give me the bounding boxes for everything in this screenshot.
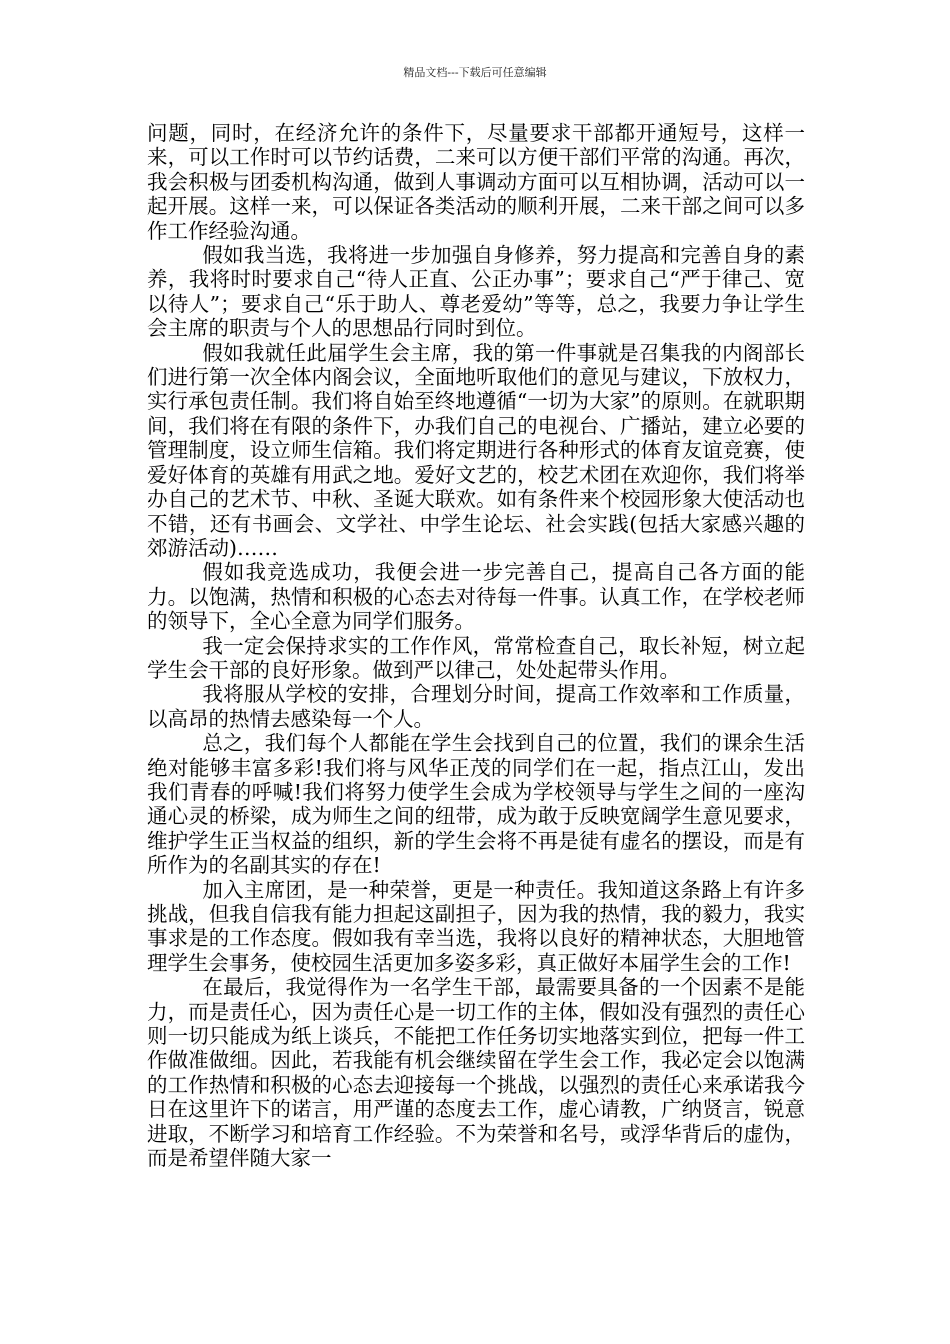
page-header: 精品文档---下载后可任意编辑	[403, 66, 547, 79]
paragraph: 在最后，我觉得作为一名学生干部，最需要具备的一个因素不是能力，而是责任心，因为责任心是一切工作的主体，假如没有强烈的责任心则一切只能成为纸上谈兵，不能把工作任务切实地落实到位，把每一件工作做准做细。因此，若我能有机会继续留在学生会工作，我必定会以饱满的工作热情和积极的心态去迎接每一个挑战，以强烈的责任心来承诺我今日在这里许下的诺言，用严谨的态度去工作，虚心请教，广纳贤言，锐意进取，不断学习和培育工作经验。不为荣誉和名号，或浮华背后的虚伪，而是希望伴随大家一	[147, 975, 805, 1171]
paragraph: 加入主席团，是一种荣誉，更是一种责任。我知道这条路上有许多挑战，但我自信我有能力担起这副担子，因为我的热情，我的毅力，我实事求是的工作态度。假如我有幸当选，我将以良好的精神状态，大胆地管理学生会事务，使校园生活更加多姿多彩，真正做好本届学生会的工作!	[147, 877, 805, 975]
paragraph: 假如我就任此届学生会主席，我的第一件事就是召集我的内阁部长们进行第一次全体内阁会议，全面地听取他们的意见与建议，下放权力，实行承包责任制。我们将自始至终地遵循“一切为大家”的原则。在就职期间，我们将在有限的条件下，办我们自己的电视台、广播站，建立必要的管理制度，设立师生信箱。我们将定期进行各种形式的体育友谊竞赛，使爱好体育的英雄有用武之地。爱好文艺的，校艺术团在欢迎你，我们将举办自己的艺术节、中秋、圣诞大联欢。如有条件来个校园形象大使活动也不错，还有书画会、文学社、中学生论坛、社会实践(包括大家感兴趣的郊游活动)……	[147, 340, 805, 560]
paragraph: 我一定会保持求实的工作作风，常常检查自己，取长补短，树立起学生会干部的良好形象。做到严以律己，处处起带头作用。	[147, 633, 805, 682]
paragraph: 我将服从学校的安排，合理划分时间，提高工作效率和工作质量，以高昂的热情去感染每一个人。	[147, 682, 805, 731]
document-body	[147, 121, 805, 1170]
paragraph: 假如我竞选成功，我便会进一步完善自己，提高自己各方面的能力。以饱满，热情和积极的心态去对待每一件事。认真工作，在学校老师的领导下，全心全意为同学们服务。	[147, 560, 805, 634]
paragraph: 问题，同时，在经济允许的条件下，尽量要求干部都开通短号，这样一来，可以工作时可以节约话费，二来可以方便干部们平常的沟通。再次，我会积极与团委机构沟通，做到人事调动方面可以互相协调，活动可以一起开展。这样一来，可以保证各类活动的顺利开展，二来干部之间可以多作工作经验沟通。	[147, 121, 805, 243]
paragraph: 总之，我们每个人都能在学生会找到自己的位置，我们的课余生活绝对能够丰富多彩!我们将与风华正茂的同学们在一起，指点江山，发出我们青春的呼喊!我们将努力使学生会成为学校领导与学生之间的一座沟通心灵的桥梁，成为师生之间的纽带，成为敢于反映宽阔学生意见要求，维护学生正当权益的组织，新的学生会将不再是徒有虚名的摆设，而是有所作为的名副其实的存在!	[147, 731, 805, 878]
paragraph: 假如我当选，我将进一步加强自身修养，努力提高和完善自身的素养，我将时时要求自己“待人正直、公正办事”；要求自己“严于律己、宽以待人”；要求自己“乐于助人、尊老爱幼”等等，总之，我要力争让学生会主席的职责与个人的思想品行同时到位。	[147, 243, 805, 341]
